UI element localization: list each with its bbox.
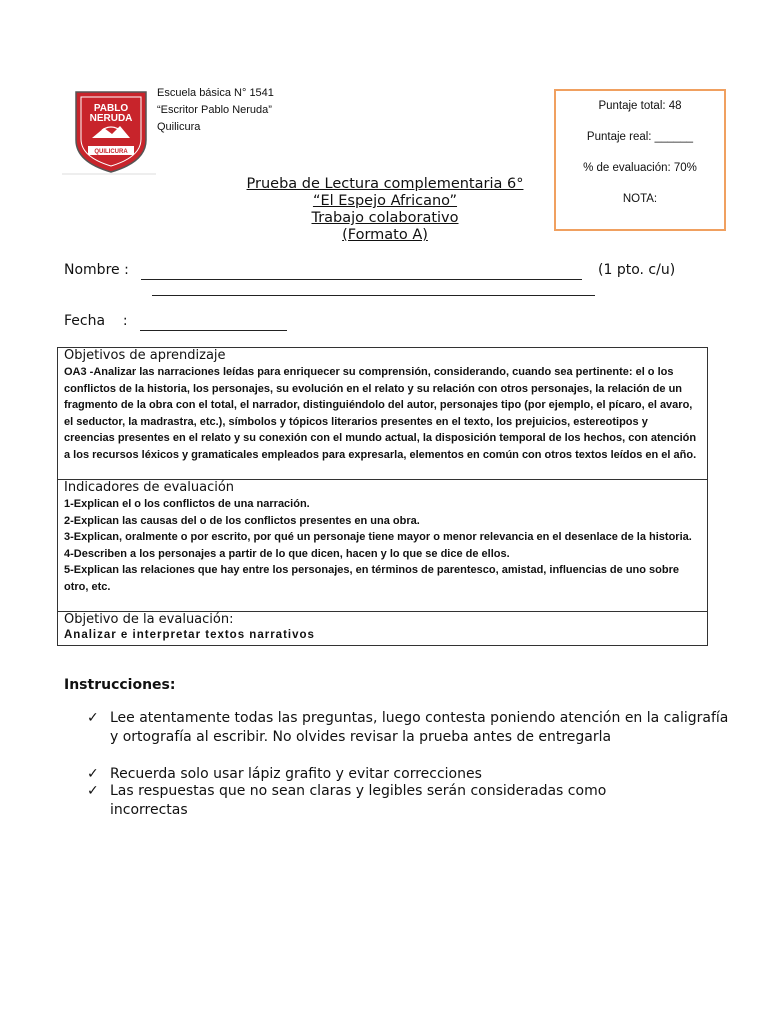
indicator-item: 3-Explican, oralmente o por escrito, por qué un personaje tiene mayor o menor relevancia en el desenlace de la historia. [64, 531, 692, 543]
fecha-label: Fecha : [64, 313, 128, 329]
nombre-field[interactable] [141, 265, 582, 280]
logo-text-mid: NERUDA [89, 113, 133, 124]
oa-code: OA3 [64, 366, 87, 378]
nombre-label: Nombre : [64, 262, 129, 278]
instruction-text: Recuerda solo usar lápiz grafito y evitar correcciones [110, 766, 482, 782]
title-line-4: (Formato A) [342, 227, 428, 243]
logo-text-bottom: QUILICURA [94, 149, 128, 155]
school-name: Escuela básica N° 1541 [157, 87, 274, 99]
oa-text: -Analizar las narraciones leídas para enriquecer su comprensión, considerando, cuando sea pertinente: el o los conflictos de la historia, los personajes, su evolución en el relato y su relación con otros personajes, la relación de un fragmento de la obra con el total, el narrador, distinguiéndolo del autor, personajes tipo (por ejemplo, el pícaro, el avaro, el seductor, la madrastra, etc.), símbolos y tópicos literarios presentes en el texto, los prejuicios, estereotipos y creencias presentes en el relato y su conexión con el mundo actual, la disposición temporal de los hechos, con atención a los recursos léxicos y gramaticales empleados para expresarla, elementos en común con otros textos leídos en el año. [64, 366, 697, 461]
objectives-table [57, 347, 708, 646]
school-patron: “Escritor Pablo Neruda” [157, 104, 272, 116]
instruction-text: Las respuestas que no sean claras y legibles serán consideradas como incorrectas [110, 783, 607, 818]
check-icon: ✓ [87, 783, 99, 799]
logo-text-top: PABLO [93, 103, 129, 114]
indicators-header: Indicadores de evaluación [64, 480, 235, 495]
evaluation-text: Analizar e interpretar textos narrativos [64, 629, 315, 641]
indicator-item: 4-Describen a los personajes a partir de lo que dicen, hacen y lo que se dice de ellos. [64, 547, 510, 560]
score-percent: % de evaluación: 70% [583, 162, 697, 174]
score-total: Puntaje total: 48 [598, 100, 682, 112]
evaluation-section [58, 612, 707, 645]
indicator-item: 1-Explican el o los conflictos de una narración. [64, 498, 310, 510]
check-icon: ✓ [87, 766, 99, 782]
school-logo [62, 88, 160, 178]
title-line-3: Trabajo colaborativo [311, 210, 459, 226]
indicator-item: 5-Explican las relaciones que hay entre los personajes, en términos de parentesco, amistad, influencias de uno sobre otro, etc. [64, 564, 679, 593]
objectives-text [64, 364, 701, 463]
objectives-header: Objetivos de aprendizaje [64, 348, 226, 363]
title-line-2: “El Espejo Africano” [312, 193, 458, 209]
school-city: Quilicura [157, 121, 201, 133]
instruction-text: Lee atentamente todas las preguntas, luego contesta poniendo atención en la caligrafía y ortografía al escribir. No olvides revisar la prueba antes de entregarla [110, 710, 729, 745]
check-icon: ✓ [87, 710, 99, 726]
title-line-1: Prueba de Lectura complementaria 6° [246, 176, 524, 192]
indicators-section [58, 480, 707, 612]
score-nota: NOTA: [622, 193, 658, 205]
evaluation-header: Objetivo de la evaluación: [64, 612, 234, 627]
fecha-field[interactable] [140, 316, 287, 331]
score-real: Puntaje real: ______ [586, 131, 694, 143]
nombre-field-line-2[interactable] [152, 281, 595, 296]
objectives-section [58, 348, 707, 480]
school-info [157, 85, 274, 136]
test-title [130, 176, 640, 244]
points-label: (1 pto. c/u) [598, 262, 676, 278]
indicator-item: 2-Explican las causas del o de los conflictos presentes en una obra. [64, 514, 420, 527]
instructions-title: Instrucciones: [64, 677, 176, 693]
